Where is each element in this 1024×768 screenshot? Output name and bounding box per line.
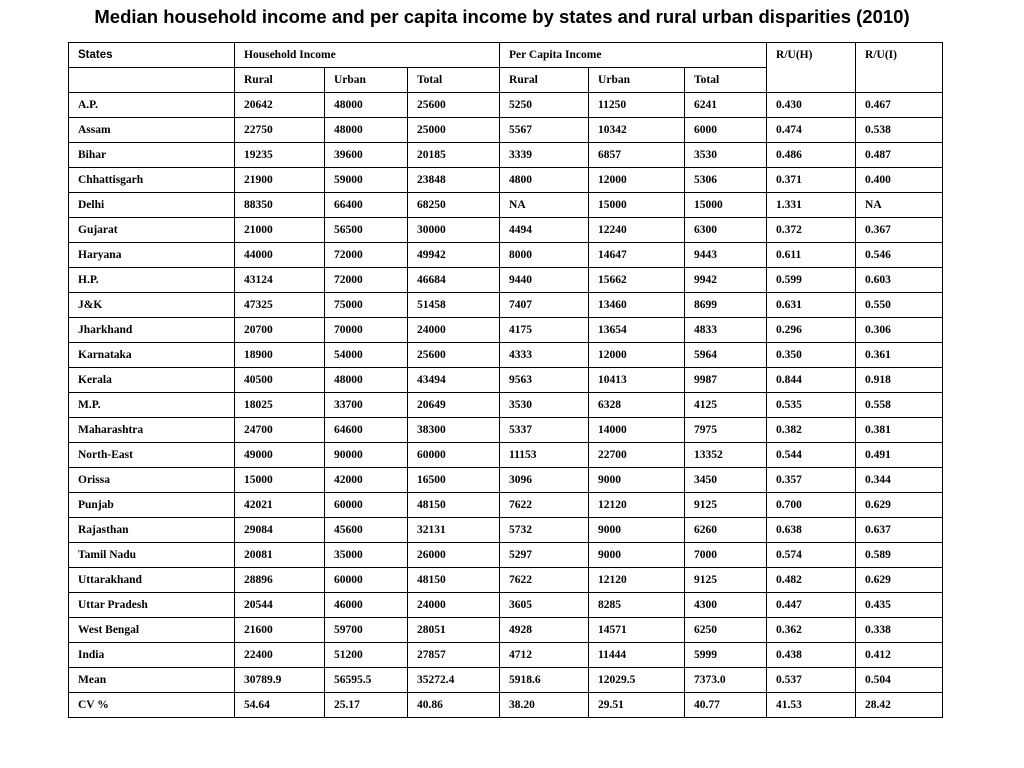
cell-household-total: 60000 [408, 443, 500, 468]
cell-state: H.P. [69, 268, 235, 293]
cell-household-urban: 54000 [325, 343, 408, 368]
cell-ru-i: 0.603 [856, 268, 943, 293]
cell-percapita-urban: 29.51 [589, 693, 685, 718]
cell-ru-i: 0.550 [856, 293, 943, 318]
cell-percapita-urban: 6328 [589, 393, 685, 418]
cell-household-rural: 42021 [235, 493, 325, 518]
cell-percapita-total: 7000 [685, 543, 767, 568]
cell-percapita-rural: 38.20 [500, 693, 589, 718]
cell-ru-h: 1.331 [767, 193, 856, 218]
cell-percapita-total: 6000 [685, 118, 767, 143]
cell-percapita-rural: 3605 [500, 593, 589, 618]
cell-percapita-total: 8699 [685, 293, 767, 318]
cell-household-rural: 29084 [235, 518, 325, 543]
cell-ru-h: 0.371 [767, 168, 856, 193]
cell-household-rural: 21900 [235, 168, 325, 193]
cell-ru-h: 0.537 [767, 668, 856, 693]
cell-household-total: 43494 [408, 368, 500, 393]
cell-household-total: 48150 [408, 493, 500, 518]
table-row [69, 93, 943, 118]
cell-percapita-rural: 7622 [500, 568, 589, 593]
cell-percapita-urban: 12120 [589, 568, 685, 593]
header-states: States [69, 43, 235, 68]
cell-percapita-rural: 4175 [500, 318, 589, 343]
cell-percapita-urban: 12000 [589, 168, 685, 193]
cell-percapita-rural: 9440 [500, 268, 589, 293]
cell-percapita-rural: 4800 [500, 168, 589, 193]
cell-percapita-rural: 4928 [500, 618, 589, 643]
cell-percapita-urban: 14000 [589, 418, 685, 443]
cell-household-urban: 42000 [325, 468, 408, 493]
table-row [69, 543, 943, 568]
cell-household-total: 51458 [408, 293, 500, 318]
cell-ru-h: 0.447 [767, 593, 856, 618]
table-row [69, 393, 943, 418]
cell-household-rural: 20642 [235, 93, 325, 118]
cell-state: Chhattisgarh [69, 168, 235, 193]
cell-state: Uttar Pradesh [69, 593, 235, 618]
cell-state: Jharkhand [69, 318, 235, 343]
cell-percapita-rural: 4712 [500, 643, 589, 668]
cell-percapita-total: 13352 [685, 443, 767, 468]
cell-percapita-rural: 5567 [500, 118, 589, 143]
cell-state: India [69, 643, 235, 668]
cell-ru-i: 0.306 [856, 318, 943, 343]
cell-household-rural: 28896 [235, 568, 325, 593]
cell-state: Punjab [69, 493, 235, 518]
cell-percapita-urban: 13460 [589, 293, 685, 318]
cell-state: Uttarakhand [69, 568, 235, 593]
header-ru-h: R/U(H) [767, 43, 856, 93]
table-row [69, 418, 943, 443]
cell-ru-i: 0.918 [856, 368, 943, 393]
cell-household-rural: 24700 [235, 418, 325, 443]
cell-household-total: 32131 [408, 518, 500, 543]
cell-ru-i: 0.629 [856, 493, 943, 518]
cell-ru-i: 0.435 [856, 593, 943, 618]
header-percapita-rural: Rural [500, 68, 589, 93]
cell-ru-h: 41.53 [767, 693, 856, 718]
cell-household-urban: 59700 [325, 618, 408, 643]
cell-household-total: 27857 [408, 643, 500, 668]
cell-ru-i: 0.487 [856, 143, 943, 168]
income-table [68, 42, 943, 718]
cell-percapita-urban: 11250 [589, 93, 685, 118]
cell-state: Delhi [69, 193, 235, 218]
cell-percapita-rural: 3339 [500, 143, 589, 168]
table-row [69, 693, 943, 718]
cell-ru-i: 0.338 [856, 618, 943, 643]
cell-state: Rajasthan [69, 518, 235, 543]
page-title: Median household income and per capita income by states and rural urban disparities (2010) [94, 6, 910, 27]
cell-ru-i: 0.367 [856, 218, 943, 243]
cell-ru-h: 0.296 [767, 318, 856, 343]
cell-ru-h: 0.382 [767, 418, 856, 443]
cell-percapita-urban: 11444 [589, 643, 685, 668]
cell-percapita-urban: 12000 [589, 343, 685, 368]
cell-percapita-rural: 7407 [500, 293, 589, 318]
cell-household-urban: 46000 [325, 593, 408, 618]
table-row [69, 468, 943, 493]
cell-household-urban: 48000 [325, 368, 408, 393]
cell-percapita-rural: 7622 [500, 493, 589, 518]
cell-household-urban: 72000 [325, 268, 408, 293]
cell-percapita-urban: 10342 [589, 118, 685, 143]
cell-household-urban: 33700 [325, 393, 408, 418]
cell-household-rural: 30789.9 [235, 668, 325, 693]
cell-percapita-total: 9443 [685, 243, 767, 268]
cell-ru-h: 0.631 [767, 293, 856, 318]
header-household-rural: Rural [235, 68, 325, 93]
cell-household-total: 40.86 [408, 693, 500, 718]
table-row [69, 243, 943, 268]
cell-percapita-rural: 4333 [500, 343, 589, 368]
cell-percapita-urban: 9000 [589, 468, 685, 493]
cell-household-urban: 90000 [325, 443, 408, 468]
cell-percapita-total: 15000 [685, 193, 767, 218]
cell-household-urban: 48000 [325, 118, 408, 143]
cell-percapita-rural: 8000 [500, 243, 589, 268]
cell-ru-h: 0.430 [767, 93, 856, 118]
cell-ru-i: 0.361 [856, 343, 943, 368]
header-ru-i: R/U(I) [856, 43, 943, 93]
cell-ru-i: 0.491 [856, 443, 943, 468]
cell-percapita-total: 9942 [685, 268, 767, 293]
cell-state: Karnataka [69, 343, 235, 368]
cell-percapita-total: 9125 [685, 568, 767, 593]
cell-ru-h: 0.544 [767, 443, 856, 468]
cell-household-total: 20185 [408, 143, 500, 168]
cell-household-rural: 49000 [235, 443, 325, 468]
table-row [69, 118, 943, 143]
cell-household-urban: 35000 [325, 543, 408, 568]
table-row [69, 493, 943, 518]
cell-ru-i: 28.42 [856, 693, 943, 718]
table-row [69, 268, 943, 293]
cell-percapita-rural: 5732 [500, 518, 589, 543]
cell-ru-i: 0.629 [856, 568, 943, 593]
header-per-capita-income: Per Capita Income [500, 43, 767, 68]
cell-state: Assam [69, 118, 235, 143]
cell-household-total: 23848 [408, 168, 500, 193]
cell-household-rural: 19235 [235, 143, 325, 168]
cell-percapita-total: 5306 [685, 168, 767, 193]
cell-percapita-total: 3530 [685, 143, 767, 168]
cell-household-urban: 60000 [325, 493, 408, 518]
cell-percapita-urban: 14571 [589, 618, 685, 643]
cell-state: Tamil Nadu [69, 543, 235, 568]
cell-ru-i: 0.504 [856, 668, 943, 693]
cell-household-urban: 72000 [325, 243, 408, 268]
cell-percapita-urban: 8285 [589, 593, 685, 618]
cell-household-total: 25000 [408, 118, 500, 143]
cell-household-total: 68250 [408, 193, 500, 218]
cell-ru-h: 0.638 [767, 518, 856, 543]
table-row [69, 643, 943, 668]
cell-ru-h: 0.535 [767, 393, 856, 418]
cell-household-total: 24000 [408, 318, 500, 343]
cell-percapita-rural: NA [500, 193, 589, 218]
cell-household-rural: 22750 [235, 118, 325, 143]
cell-percapita-total: 6250 [685, 618, 767, 643]
cell-percapita-urban: 12029.5 [589, 668, 685, 693]
cell-state: Mean [69, 668, 235, 693]
cell-state: Maharashtra [69, 418, 235, 443]
cell-ru-h: 0.350 [767, 343, 856, 368]
cell-percapita-urban: 14647 [589, 243, 685, 268]
cell-household-total: 25600 [408, 93, 500, 118]
cell-percapita-rural: 3530 [500, 393, 589, 418]
cell-household-rural: 20544 [235, 593, 325, 618]
cell-household-rural: 18025 [235, 393, 325, 418]
header-percapita-total: Total [685, 68, 767, 93]
cell-state: West Bengal [69, 618, 235, 643]
table-row [69, 593, 943, 618]
cell-household-rural: 21600 [235, 618, 325, 643]
table-row [69, 443, 943, 468]
cell-ru-h: 0.438 [767, 643, 856, 668]
cell-household-urban: 70000 [325, 318, 408, 343]
cell-household-total: 49942 [408, 243, 500, 268]
header-empty-cell [69, 68, 235, 93]
cell-household-total: 26000 [408, 543, 500, 568]
cell-percapita-urban: 15000 [589, 193, 685, 218]
cell-ru-i: 0.400 [856, 168, 943, 193]
cell-household-urban: 45600 [325, 518, 408, 543]
cell-ru-i: 0.538 [856, 118, 943, 143]
cell-household-rural: 22400 [235, 643, 325, 668]
cell-household-total: 16500 [408, 468, 500, 493]
cell-household-total: 24000 [408, 593, 500, 618]
cell-percapita-rural: 9563 [500, 368, 589, 393]
cell-percapita-urban: 13654 [589, 318, 685, 343]
header-household-income: Household Income [235, 43, 500, 68]
cell-percapita-total: 4300 [685, 593, 767, 618]
cell-ru-i: 0.637 [856, 518, 943, 543]
cell-state: A.P. [69, 93, 235, 118]
cell-ru-i: 0.558 [856, 393, 943, 418]
cell-percapita-rural: 5337 [500, 418, 589, 443]
cell-ru-h: 0.482 [767, 568, 856, 593]
cell-household-urban: 64600 [325, 418, 408, 443]
cell-household-total: 20649 [408, 393, 500, 418]
cell-ru-i: 0.412 [856, 643, 943, 668]
table-row [69, 343, 943, 368]
cell-state: Kerala [69, 368, 235, 393]
table-row [69, 193, 943, 218]
cell-household-urban: 75000 [325, 293, 408, 318]
cell-percapita-total: 40.77 [685, 693, 767, 718]
cell-percapita-urban: 15662 [589, 268, 685, 293]
cell-household-urban: 48000 [325, 93, 408, 118]
cell-state: Gujarat [69, 218, 235, 243]
cell-household-rural: 20081 [235, 543, 325, 568]
cell-percapita-urban: 9000 [589, 543, 685, 568]
cell-percapita-urban: 12240 [589, 218, 685, 243]
cell-household-total: 46684 [408, 268, 500, 293]
cell-household-total: 30000 [408, 218, 500, 243]
cell-ru-i: 0.467 [856, 93, 943, 118]
cell-household-urban: 59000 [325, 168, 408, 193]
header-row-1 [69, 43, 943, 68]
cell-percapita-urban: 9000 [589, 518, 685, 543]
cell-household-rural: 15000 [235, 468, 325, 493]
cell-household-rural: 21000 [235, 218, 325, 243]
cell-percapita-total: 6300 [685, 218, 767, 243]
cell-household-total: 48150 [408, 568, 500, 593]
cell-household-rural: 40500 [235, 368, 325, 393]
cell-state: North-East [69, 443, 235, 468]
cell-percapita-total: 5964 [685, 343, 767, 368]
cell-percapita-rural: 4494 [500, 218, 589, 243]
cell-percapita-urban: 10413 [589, 368, 685, 393]
header-household-total: Total [408, 68, 500, 93]
cell-ru-i: 0.546 [856, 243, 943, 268]
cell-household-urban: 66400 [325, 193, 408, 218]
cell-percapita-urban: 12120 [589, 493, 685, 518]
cell-household-total: 28051 [408, 618, 500, 643]
cell-ru-h: 0.599 [767, 268, 856, 293]
cell-percapita-total: 4125 [685, 393, 767, 418]
table-row [69, 618, 943, 643]
header-percapita-urban: Urban [589, 68, 685, 93]
cell-ru-i: NA [856, 193, 943, 218]
cell-ru-h: 0.844 [767, 368, 856, 393]
cell-state: CV % [69, 693, 235, 718]
cell-state: Haryana [69, 243, 235, 268]
header-household-urban: Urban [325, 68, 408, 93]
table-row [69, 218, 943, 243]
cell-ru-i: 0.589 [856, 543, 943, 568]
table-row [69, 568, 943, 593]
cell-percapita-total: 4833 [685, 318, 767, 343]
cell-ru-h: 0.700 [767, 493, 856, 518]
cell-household-urban: 60000 [325, 568, 408, 593]
cell-household-urban: 39600 [325, 143, 408, 168]
cell-household-rural: 20700 [235, 318, 325, 343]
cell-percapita-rural: 5250 [500, 93, 589, 118]
cell-percapita-total: 7975 [685, 418, 767, 443]
cell-household-total: 35272.4 [408, 668, 500, 693]
cell-household-urban: 51200 [325, 643, 408, 668]
cell-household-urban: 25.17 [325, 693, 408, 718]
cell-percapita-total: 3450 [685, 468, 767, 493]
table-row [69, 143, 943, 168]
table-row [69, 318, 943, 343]
cell-percapita-total: 7373.0 [685, 668, 767, 693]
cell-percapita-rural: 5918.6 [500, 668, 589, 693]
cell-percapita-total: 6241 [685, 93, 767, 118]
cell-ru-h: 0.357 [767, 468, 856, 493]
cell-ru-h: 0.611 [767, 243, 856, 268]
cell-ru-i: 0.344 [856, 468, 943, 493]
cell-percapita-urban: 6857 [589, 143, 685, 168]
table-row [69, 368, 943, 393]
cell-state: M.P. [69, 393, 235, 418]
cell-state: Orissa [69, 468, 235, 493]
cell-state: Bihar [69, 143, 235, 168]
cell-percapita-rural: 11153 [500, 443, 589, 468]
cell-household-urban: 56595.5 [325, 668, 408, 693]
cell-household-rural: 47325 [235, 293, 325, 318]
cell-household-total: 25600 [408, 343, 500, 368]
cell-percapita-rural: 3096 [500, 468, 589, 493]
table-row [69, 668, 943, 693]
cell-household-rural: 88350 [235, 193, 325, 218]
cell-percapita-rural: 5297 [500, 543, 589, 568]
cell-percapita-total: 9987 [685, 368, 767, 393]
cell-household-rural: 54.64 [235, 693, 325, 718]
cell-household-total: 38300 [408, 418, 500, 443]
cell-ru-h: 0.574 [767, 543, 856, 568]
cell-state: J&K [69, 293, 235, 318]
cell-percapita-total: 5999 [685, 643, 767, 668]
cell-household-rural: 44000 [235, 243, 325, 268]
cell-ru-i: 0.381 [856, 418, 943, 443]
cell-household-rural: 43124 [235, 268, 325, 293]
cell-ru-h: 0.486 [767, 143, 856, 168]
cell-percapita-urban: 22700 [589, 443, 685, 468]
table-row [69, 293, 943, 318]
table-row [69, 168, 943, 193]
cell-household-rural: 18900 [235, 343, 325, 368]
cell-ru-h: 0.362 [767, 618, 856, 643]
cell-ru-h: 0.474 [767, 118, 856, 143]
cell-percapita-total: 9125 [685, 493, 767, 518]
cell-household-urban: 56500 [325, 218, 408, 243]
cell-percapita-total: 6260 [685, 518, 767, 543]
table-row [69, 518, 943, 543]
cell-ru-h: 0.372 [767, 218, 856, 243]
